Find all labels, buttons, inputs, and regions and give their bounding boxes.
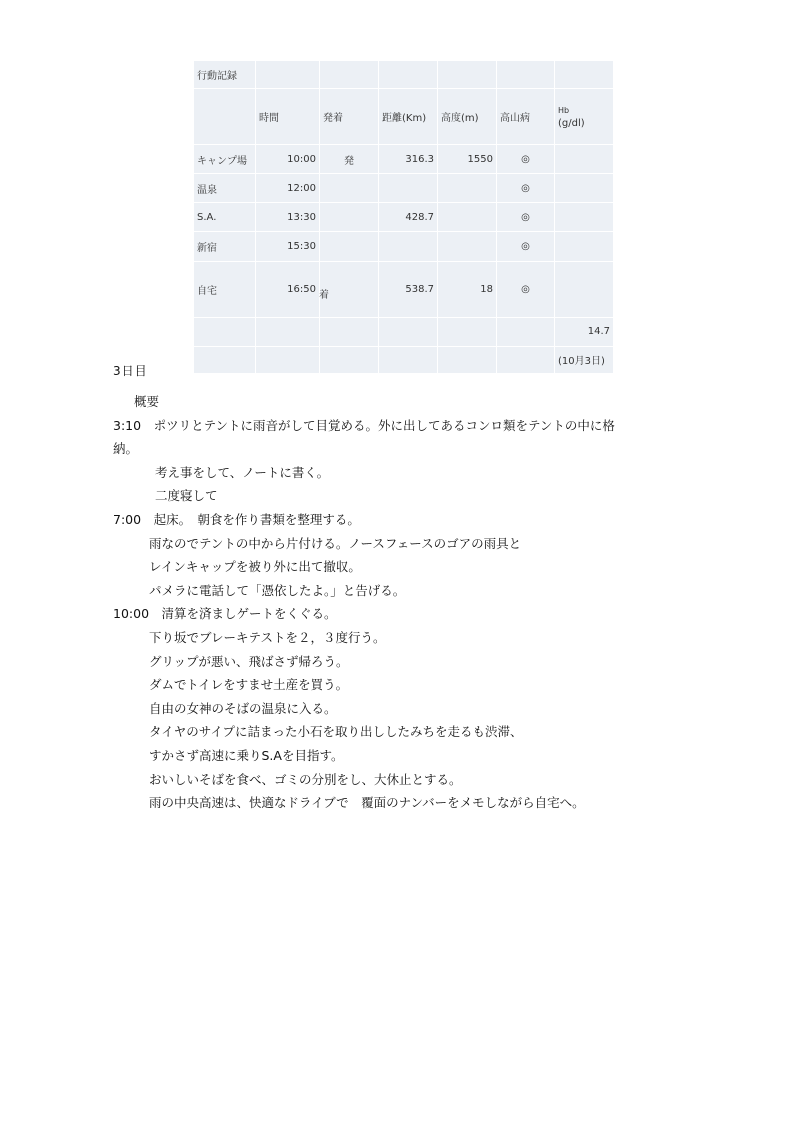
diary-line: すかさず高速に乗りS.Aを目指す。	[149, 747, 344, 763]
row-sickness: ◎	[497, 145, 555, 174]
table-row	[194, 232, 614, 261]
diary-line: 3:10 ポツリとテントに雨音がして目覚める。外に出してあるコンロ類をテントの中に格	[113, 417, 615, 433]
table-row	[194, 145, 614, 174]
hb-value: 14.7	[555, 317, 614, 346]
diary-line: 10:00 清算を済ましゲートをくぐる。	[113, 606, 337, 622]
row-place: キャンプ場	[194, 145, 256, 174]
header-hb-label: Hb	[558, 105, 570, 115]
diary-line: 考え事をして、ノートに書く。	[155, 464, 330, 480]
diary-line: 納。	[113, 441, 139, 457]
row-distance: 316.3	[379, 145, 438, 174]
table-date-row	[194, 346, 614, 373]
row-dep-arr	[320, 174, 379, 203]
diary-line: おいしいそばを食べ、ゴミの分別をし、大休止とする。	[149, 771, 462, 787]
diary-line: タイヤのサイプに詰まった小石を取り出ししたみちを走るも渋滞、	[149, 724, 523, 740]
diary-line: 雨なのでテントの中から片付ける。ノースフェースのゴアの雨具と	[149, 535, 522, 551]
diary-line: 自由の女神のそばの温泉に入る。	[149, 700, 337, 716]
header-time: 時間	[256, 89, 320, 145]
row-distance	[379, 174, 438, 203]
activity-log-table-image	[193, 60, 613, 374]
day-label: 3日目	[113, 364, 148, 378]
row-dep-arr	[320, 232, 379, 261]
row-altitude	[438, 174, 497, 203]
diary-line: 雨の中央高速は、快適なドライブで 覆面のナンバーをメモしながら自宅へ。	[149, 795, 585, 811]
table-row	[194, 203, 614, 232]
row-altitude: 1550	[438, 145, 497, 174]
hb-date: (10月3日)	[555, 346, 614, 373]
diary-line: レインキャップを被り外に出て撤収。	[149, 559, 361, 575]
row-sickness: ◎	[497, 174, 555, 203]
row-time: 13:30	[256, 203, 320, 232]
header-hb-unit: (g/dl)	[558, 117, 585, 129]
row-place: 温泉	[194, 174, 256, 203]
row-altitude	[438, 232, 497, 261]
row-dep-arr-cell	[320, 261, 379, 317]
row-dep-arr: 発	[320, 145, 379, 174]
row-place: S.A.	[194, 203, 256, 232]
row-distance: 428.7	[379, 203, 438, 232]
header-hb	[555, 89, 614, 145]
row-time: 16:50	[256, 261, 320, 317]
table-header-row	[194, 89, 614, 145]
table-title-row	[194, 61, 614, 89]
row-place: 自宅	[194, 261, 256, 317]
row-sickness: ◎	[497, 203, 555, 232]
row-time: 12:00	[256, 174, 320, 203]
header-altitude-sickness: 高山病	[497, 89, 555, 145]
row-altitude: 18	[438, 261, 497, 317]
row-time: 15:30	[256, 232, 320, 261]
diary-body	[113, 390, 693, 815]
diary-line: ダムでトイレをすませ土産を買う。	[149, 677, 349, 693]
row-time: 10:00	[256, 145, 320, 174]
activity-log-table	[193, 60, 614, 374]
diary-line: パメラに電話して「憑依したよ。」と告げる。	[149, 582, 406, 598]
header-altitude: 高度(m)	[438, 89, 497, 145]
diary-line: 下り坂でブレーキテストを２，３度行う。	[149, 629, 386, 645]
table-title: 行動記録	[194, 61, 256, 89]
row-altitude	[438, 203, 497, 232]
diary-line: グリップが悪い、飛ばさず帰ろう。	[149, 653, 349, 669]
row-dep-arr: 着	[319, 289, 329, 301]
row-place: 新宿	[194, 232, 256, 261]
table-hb-row	[194, 317, 614, 346]
row-distance: 538.7	[379, 261, 438, 317]
row-distance	[379, 232, 438, 261]
table-row	[194, 174, 614, 203]
header-dep-arr: 発着	[320, 89, 379, 145]
diary-line: 二度寝して	[155, 488, 218, 504]
section-heading: 概要	[134, 394, 160, 409]
header-distance: 距離(Km)	[379, 89, 438, 145]
diary-line: 7:00 起床。 朝食を作り書類を整理する。	[113, 511, 360, 527]
row-sickness: ◎	[497, 232, 555, 261]
row-sickness: ◎	[497, 261, 555, 317]
table-row	[194, 261, 614, 317]
row-dep-arr	[320, 203, 379, 232]
